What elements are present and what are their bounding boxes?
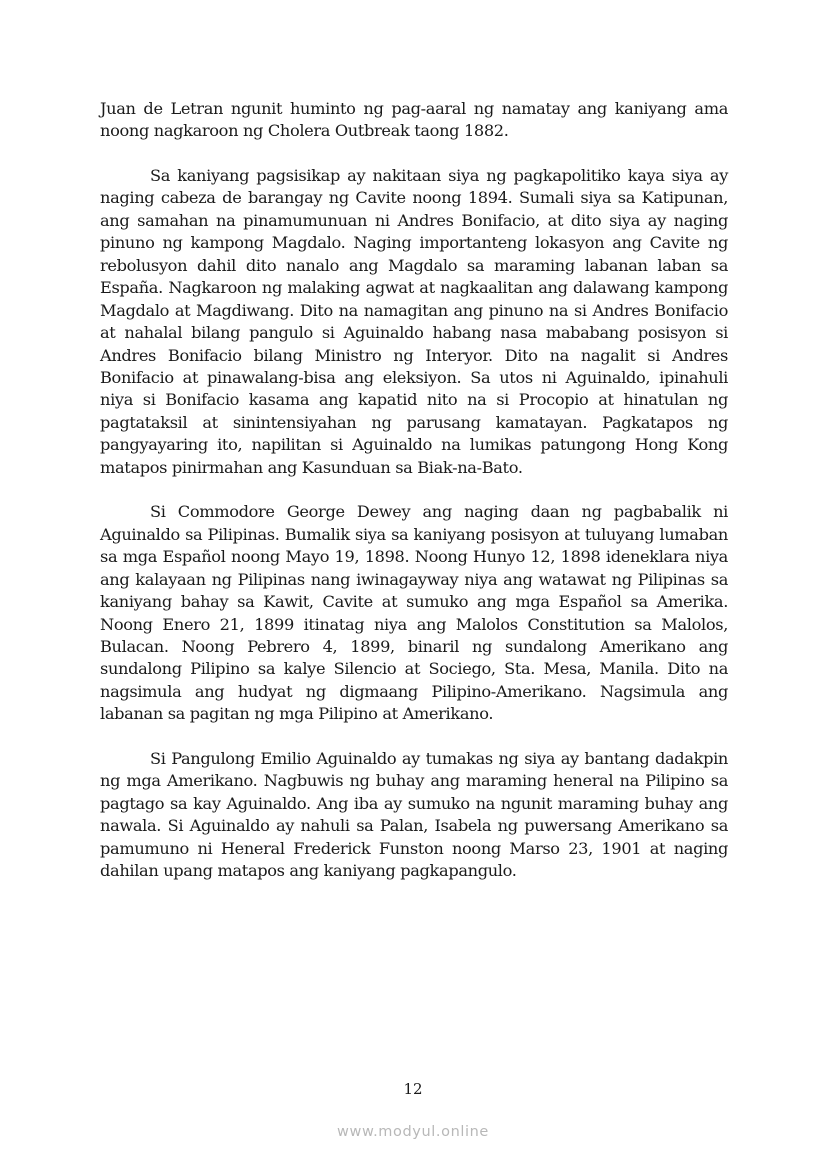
paragraph-1: Juan de Letran ngunit huminto ng pag-aaral ng namatay ang kaniyang ama noong nagkaroon ng Cholera Outbreak taong 1882. (100, 99, 728, 141)
watermark: www.modyul.online (337, 1124, 489, 1140)
page-number: 12 (403, 1080, 423, 1098)
paragraph-3: Si Commodore George Dewey ang naging daan ng pagbabalik ni Aguinaldo sa Pilipinas. Bumalik siya sa kaniyang posisyon at tuluyang lumaban sa mga Español noong Mayo 19, 1898. Noong Hunyo 12, 1898 ideneklara niya ang kalayaan ng Pilipinas nang iwinagayway niya ang watawat ng Pilipinas sa kaniyang bahay sa Kawit, Cavite at sumuko ang mga Español sa Amerika. Noong Enero 21, 1899 itinatag niya ang Malolos Constitution sa Malolos, Bulacan. Noong Pebrero 4, 1899, binaril ng sundalong Amerikano ang sundalong Pilipino sa kalye Silencio at Sociego, Sta. Mesa, Manila. Dito na nagsimula ang hudyat ng digmaang Pilipino-Amerikano. Nagsimula ang labanan sa pagitan ng mga Pilipino at Amerikano. (100, 502, 728, 724)
document-body (100, 98, 728, 905)
paragraph-4: Si Pangulong Emilio Aguinaldo ay tumakas ng siya ay bantang dadakpin ng mga Amerikano. Nagbuwis ng buhay ang maraming heneral na Pilipino sa pagtago sa kay Aguinaldo. Ang iba ay sumuko na ngunit maraming buhay ang nawala. Si Aguinaldo ay nahuli sa Palan, Isabela ng puwersang Amerikano sa pamumuno ni Heneral Frederick Funston noong Marso 23, 1901 at naging dahilan upang matapos ang kaniyang pagkapangulo. (100, 748, 728, 881)
paragraph-2: Sa kaniyang pagsisikap ay nakitaan siya ng pagkapolitiko kaya siya ay naging cabeza de barangay ng Cavite noong 1894. Sumali siya sa Katipunan, ang samahan na pinamumunuan ni Andres Bonifacio, at dito siya ay naging pinuno ng kampong Magdalo. Naging importanteng lokasyon ang Cavite ng rebolusyon dahil dito nanalo ang Magdalo sa maraming labanan laban sa España. Nagkaroon ng malaking agwat at nagkaalitan ang dalawang kampong Magdalo at Magdiwang. Dito na namagitan ang pinuno na si Andres Bonifacio at nahalal bilang pangulo si Aguinaldo habang nasa mababang posisyon si Andres Bonifacio bilang Ministro ng Interyor. Dito na nagalit si Andres Bonifacio at pinawalang-bisa ang eleksiyon. Sa utos ni Aguinaldo, ipinahuli niya si Bonifacio kasama ang kapatid nito na si Procopio at hinatulan ng pagtataksil at sinintensiyahan ng parusang kamatayan. Pagkatapos ng pangyayaring ito, napilitan si Aguinaldo na lumikas patungong Hong Kong matapos pinirmahan ang Kasunduan sa Biak-na-Bato. (100, 165, 728, 477)
